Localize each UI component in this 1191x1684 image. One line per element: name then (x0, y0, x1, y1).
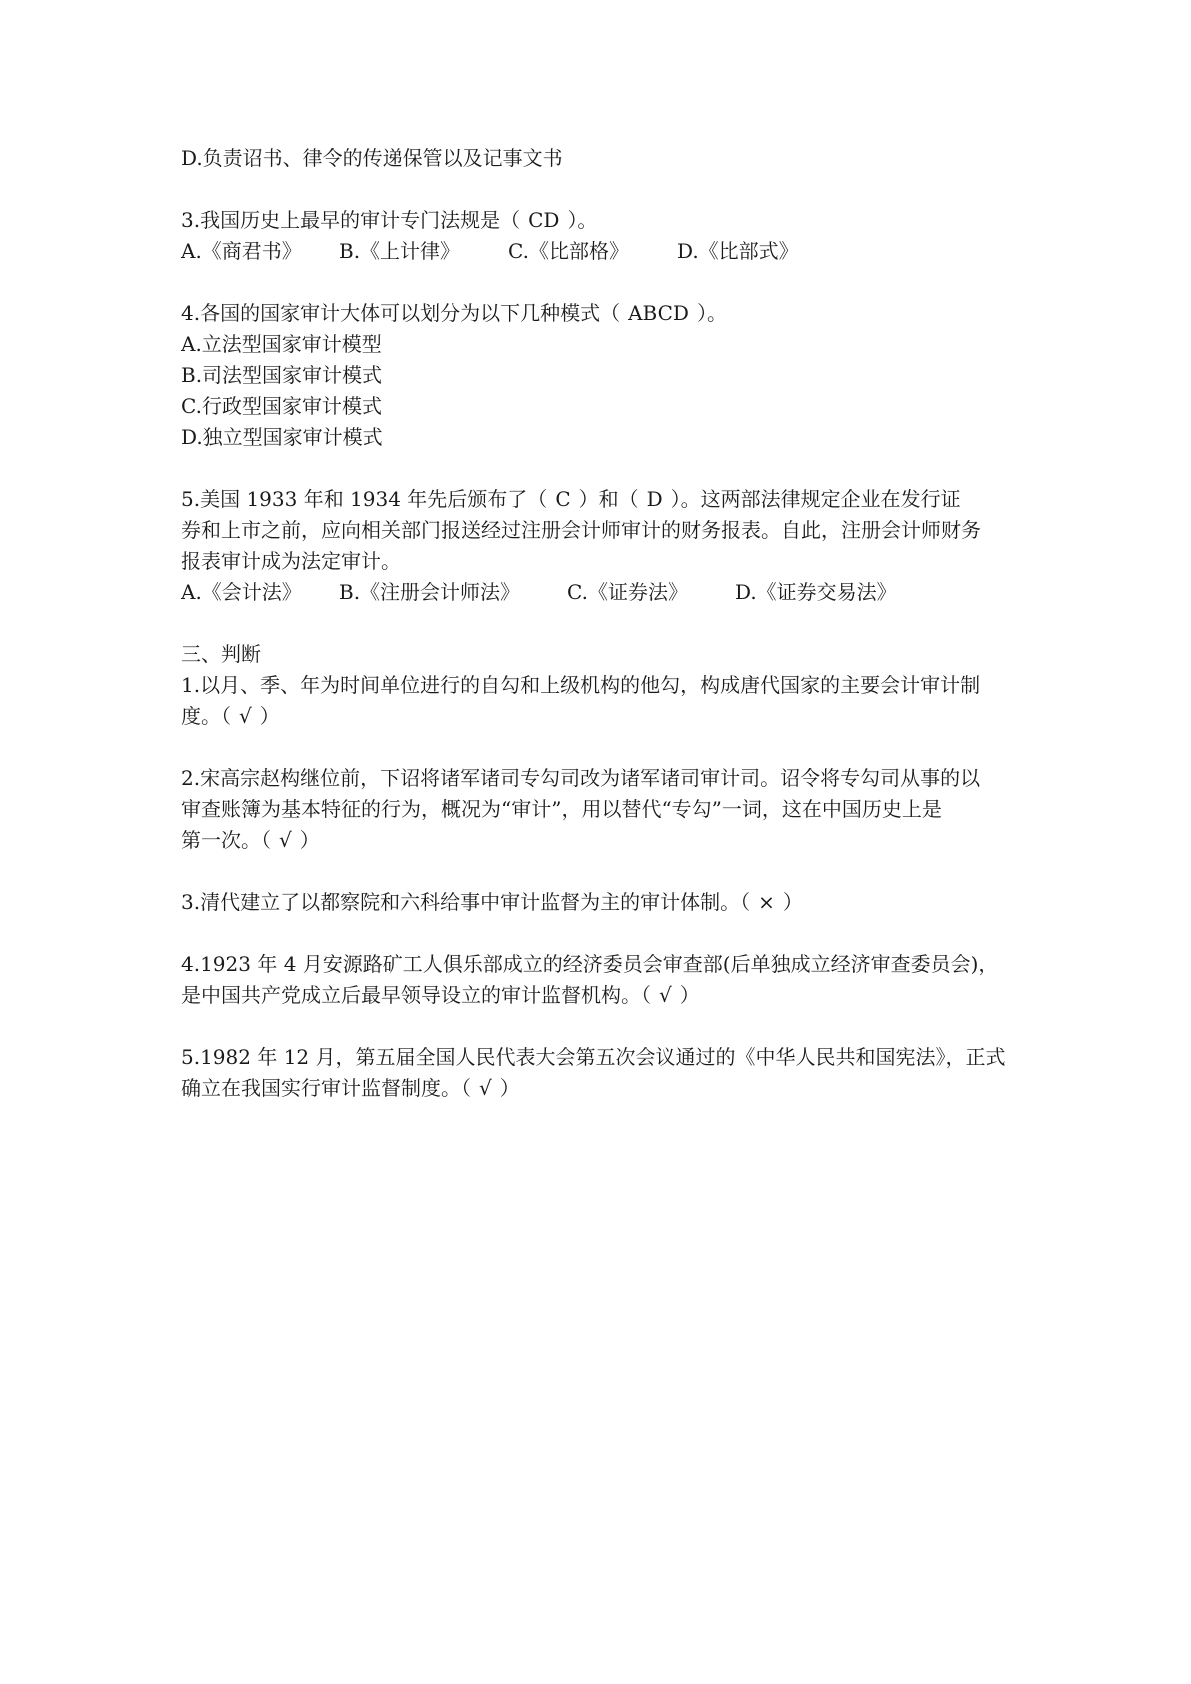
question-text: 3.我国历史上最早的审计专门法规是（ (181, 208, 521, 232)
answer-mark: × (758, 890, 775, 914)
question-text: ）。这两部法律规定企业在发行证 (670, 487, 961, 511)
question-text: ） (259, 704, 280, 728)
judgment-5-line-1: 5.1982 年 12 月，第五届全国人民代表大会第五次会议通过的《中华人民共和国宪法》，正式 (181, 1045, 1006, 1069)
option-c: C.《证券法》 (567, 580, 688, 604)
judgment-1-line-1: 1.以月、季、年为时间单位进行的自勾和上级机构的他勾，构成唐代国家的主要会计审计制 (181, 673, 981, 697)
question-3-options (181, 236, 1021, 267)
option-d: D.《比部式》 (677, 239, 799, 263)
question-text: ） (299, 828, 320, 852)
judgment-2-line-1: 2.宋高宗赵构继位前，下诏将诸军诸司专勾司改为诸军诸司审计司。诏令将专勾司从事的以 (181, 766, 981, 790)
answer-mark: √ (279, 828, 292, 852)
question-text: ）。 (696, 301, 727, 325)
option-d: D.《证券交易法》 (735, 580, 897, 604)
section-heading: 三、判断 (181, 642, 261, 666)
option-c: C.《比部格》 (508, 239, 629, 263)
option-a: A.《商君书》 (181, 239, 302, 263)
question-text: ） (782, 890, 803, 914)
judgment-5-line-2 (181, 1073, 1021, 1104)
question-5-options (181, 577, 1021, 608)
option-a: A.《会计法》 (181, 580, 302, 604)
answer-mark: √ (479, 1076, 492, 1100)
judgment-1-line-2 (181, 701, 1021, 732)
option-c: C.行政型国家审计模式 (181, 394, 382, 418)
judgment-2-line-2: 审查账簿为基本特征的行为，概况为“审计”，用以替代“专勾”一词，这在中国历史上是 (181, 797, 942, 821)
question-5 (181, 484, 1021, 515)
judgment-3 (181, 887, 1021, 918)
answer: D (646, 487, 663, 511)
judgment-4-line-1: 4.1923 年 4 月安源路矿工人俱乐部成立的经济委员会审查部(后单独成立经济审查委员会)， (181, 952, 999, 976)
question-3 (181, 205, 1021, 236)
option-b: B.司法型国家审计模式 (181, 363, 383, 387)
question-5-line-3: 报表审计成为法定审计。 (181, 549, 401, 573)
answer-mark: √ (239, 704, 252, 728)
question-text: 3.清代建立了以都察院和六科给事中审计监督为主的审计体制。（ (181, 890, 751, 914)
document-body (181, 143, 1021, 1104)
question-text: 确立在我国实行审计监督制度。（ (181, 1076, 471, 1100)
answer-mark: √ (659, 983, 672, 1007)
question-text: 度。（ (181, 704, 231, 728)
question-text: ）。 (567, 208, 598, 232)
answer: C (555, 487, 571, 511)
question-text: 5.美国 1933 年和 1934 年先后颁布了（ (181, 487, 548, 511)
judgment-4-line-2 (181, 980, 1021, 1011)
answer: CD (528, 208, 560, 232)
question-text: ） (679, 983, 700, 1007)
judgment-2-line-3 (181, 825, 1021, 856)
option-b: B.《上计律》 (339, 239, 461, 263)
q2-option-d: D.负责诏书、律令的传递保管以及记事文书 (181, 146, 563, 170)
option-b: B.《注册会计师法》 (339, 580, 521, 604)
question-5-line-2: 券和上市之前，应向相关部门报送经过注册会计师审计的财务报表。自此，注册会计师财务 (181, 518, 981, 542)
question-text: 4.各国的国家审计大体可以划分为以下几种模式（ (181, 301, 621, 325)
option-d: D.独立型国家审计模式 (181, 425, 383, 449)
question-text: ）和（ (578, 487, 639, 511)
option-a: A.立法型国家审计模型 (181, 332, 382, 356)
question-4 (181, 298, 1021, 329)
answer: ABCD (628, 301, 689, 325)
question-text: ） (499, 1076, 520, 1100)
question-text: 第一次。（ (181, 828, 271, 852)
question-text: 是中国共产党成立后最早领导设立的审计监督机构。（ (181, 983, 651, 1007)
